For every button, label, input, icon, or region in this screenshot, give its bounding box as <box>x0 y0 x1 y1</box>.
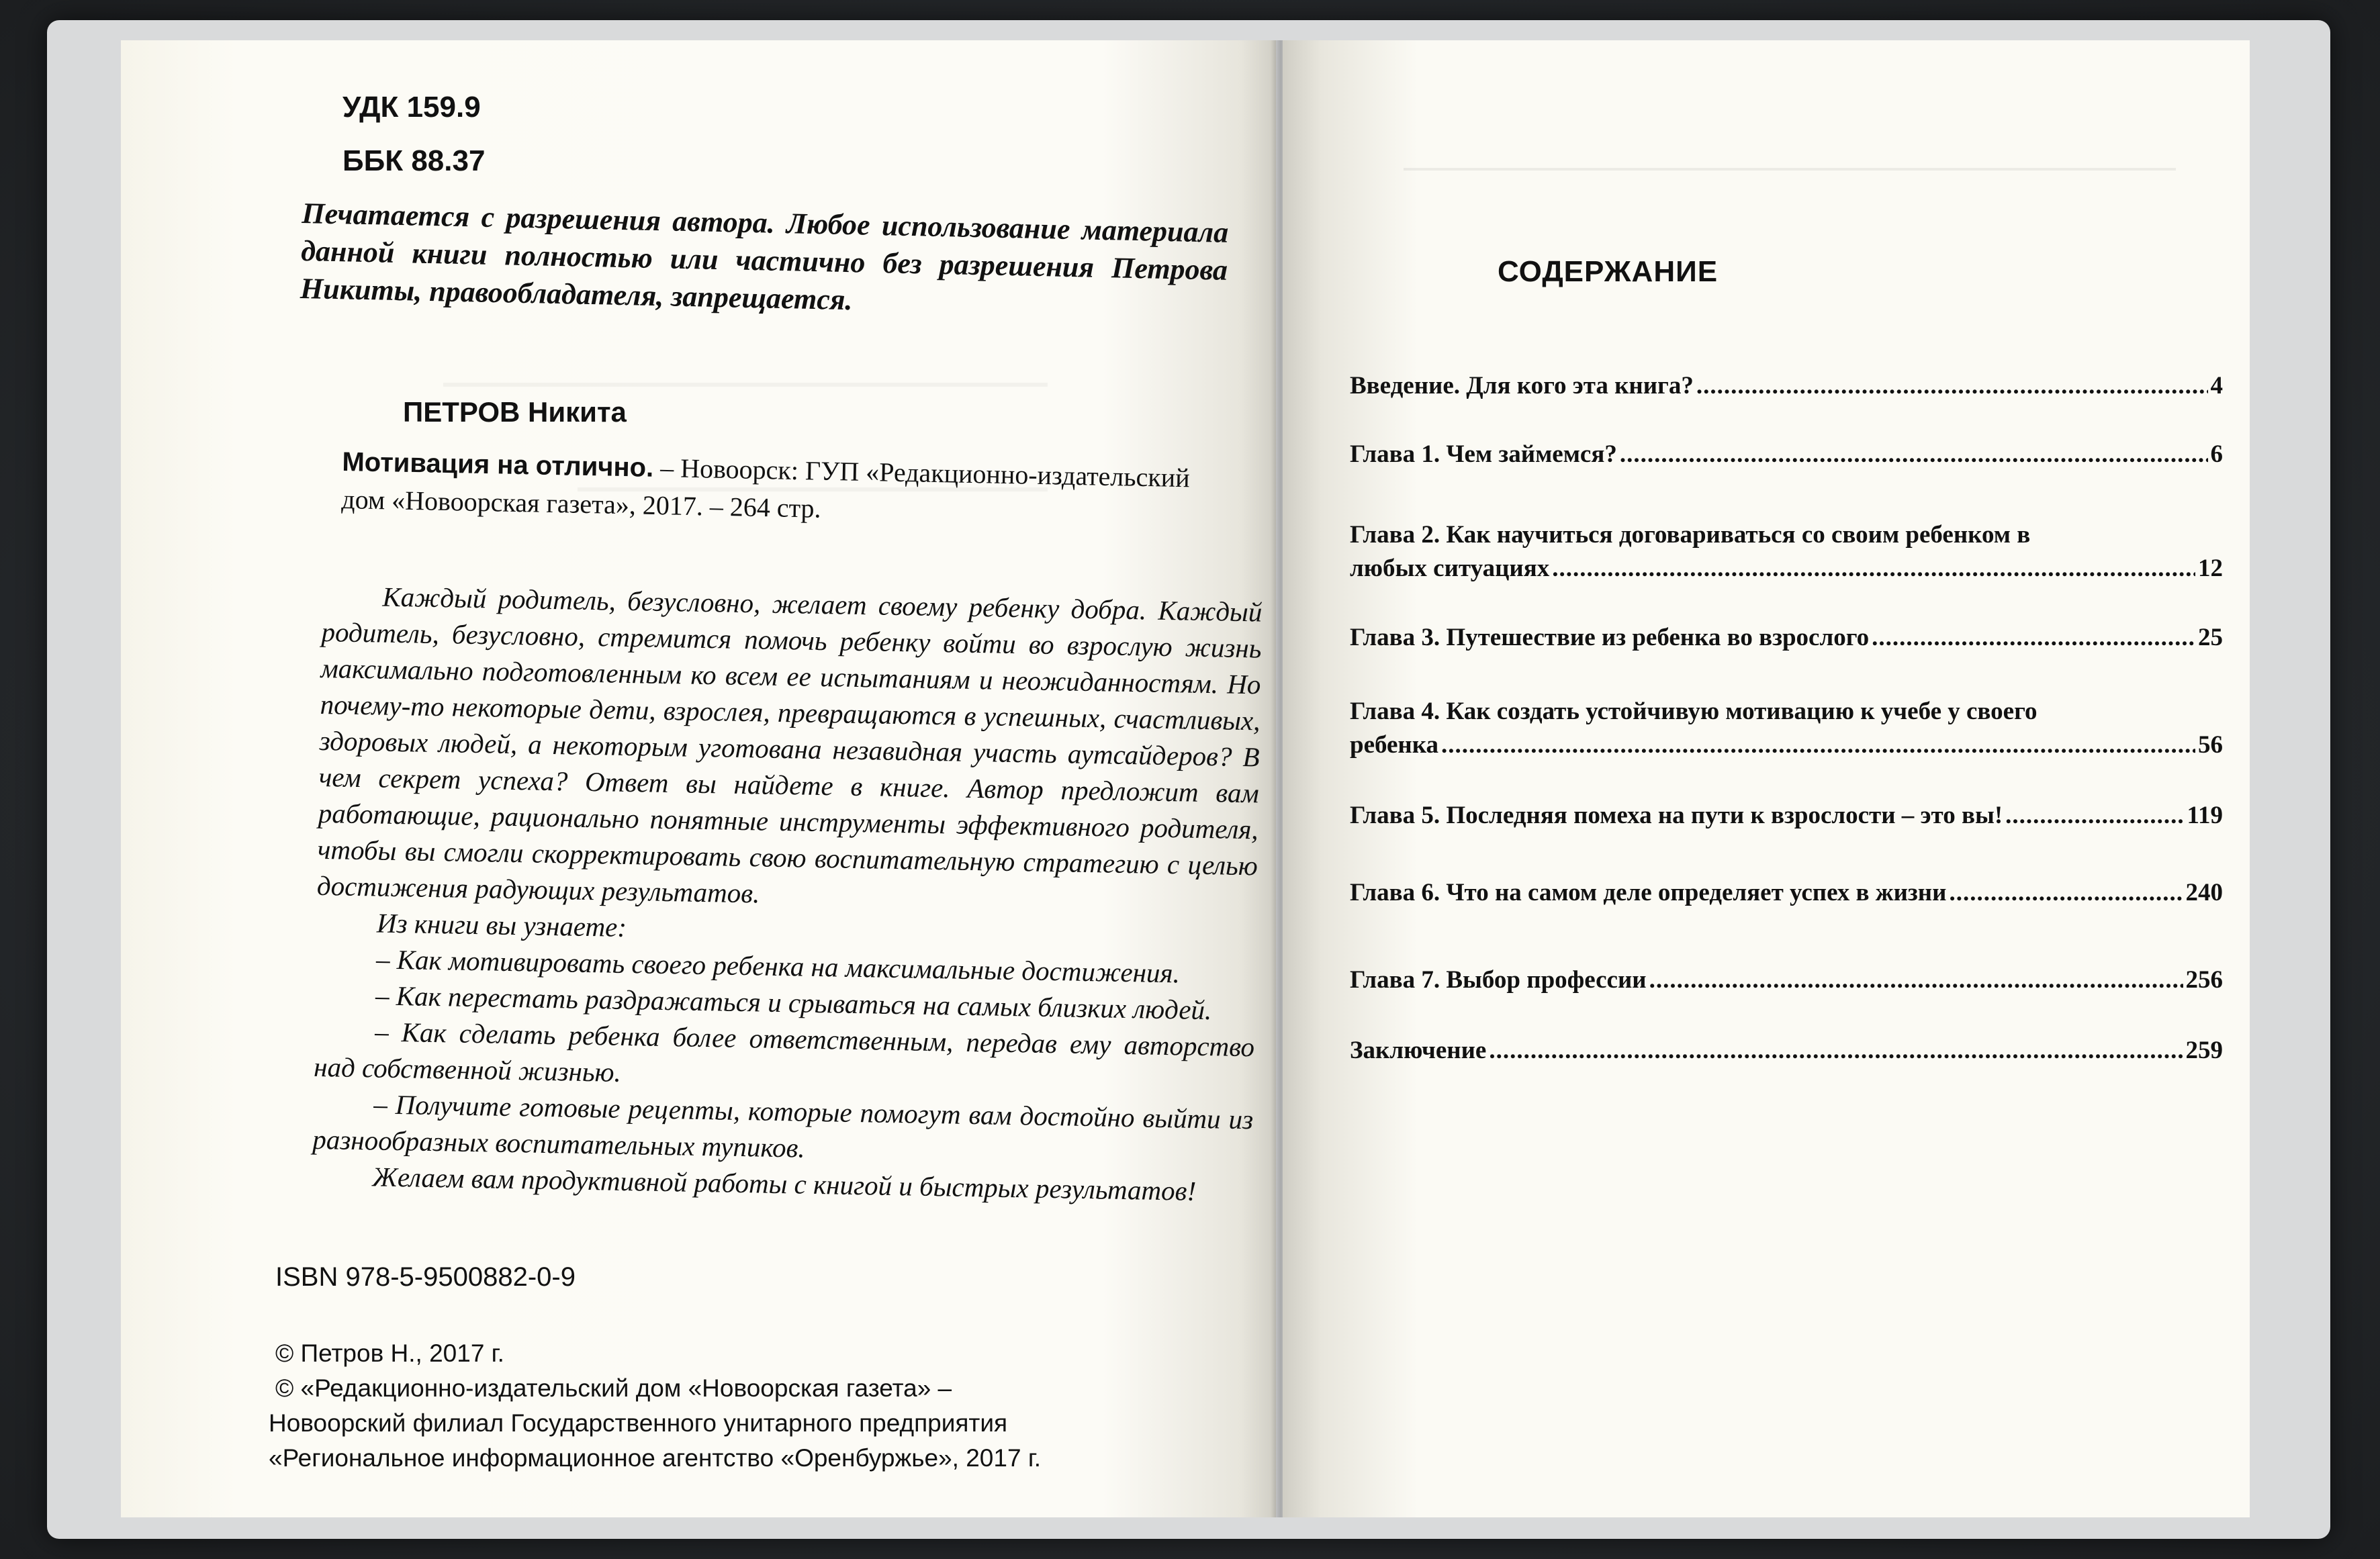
toc-entry-title: ребенка <box>1350 731 1439 759</box>
right-page <box>1283 40 2250 1517</box>
annotation-intro: Из книги вы узнаете: <box>376 907 627 943</box>
toc-entry[interactable] <box>1350 1034 2223 1068</box>
isbn: ISBN 978-5-9500882-0-9 <box>275 1262 576 1292</box>
toc-entry-page: 25 <box>2198 624 2223 651</box>
toc-entry[interactable] <box>1350 621 2223 655</box>
toc-entry-title: Заключение <box>1350 1037 1487 1064</box>
annotation <box>312 577 1263 1210</box>
book-title: Мотивация на отлично. <box>342 446 654 483</box>
toc-entry-page: 240 <box>2185 879 2223 906</box>
copyright-publisher-line: Новоорский филиал Государственного унитарного предприятия <box>269 1409 1008 1437</box>
toc-entry-title: Глава 1. Чем займемся? <box>1350 440 1617 468</box>
toc-entry-page: 56 <box>2198 731 2223 759</box>
toc-leader-dots <box>1620 438 2208 471</box>
toc-entry-page: 4 <box>2210 372 2223 399</box>
toc-leader-dots <box>1552 552 2195 585</box>
author-name: ПЕТРОВ Никита <box>403 396 627 428</box>
toc-leader-dots <box>1872 621 2195 655</box>
toc-entry-page: 12 <box>2198 555 2223 582</box>
toc-entry-title: Глава 6. Что на самом деле определяет успех в жизни <box>1350 879 1947 906</box>
toc-entry-title: Введение. Для кого эта книга? <box>1350 372 1694 399</box>
toc-entry-page: 119 <box>2187 802 2223 829</box>
copyright-notice: Печатается с разрешения автора. Любое использование материала данной книги полностью или частично без разрешения Петрова Никиты, правообладателя, запрещается. <box>300 196 1229 317</box>
toc-entry-page: 6 <box>2210 440 2223 468</box>
toc-entry-page: 259 <box>2185 1037 2223 1064</box>
toc-entry-title: Глава 7. Выбор профессии <box>1350 966 1647 994</box>
toc-entry[interactable] <box>1350 518 2223 585</box>
open-book <box>47 20 2330 1539</box>
classification-codes <box>342 81 485 188</box>
toc-entry-title: любых ситуациях <box>1350 555 1550 582</box>
udk-code: УДК 159.9 <box>342 91 481 124</box>
copyright-publisher-line: © «Редакционно-издательский дом «Новоорская газета» – <box>275 1374 952 1402</box>
toc-leader-dots <box>1649 963 2183 997</box>
copyright-block <box>269 1336 1209 1476</box>
annotation-item: – Как перестать раздражаться и срываться на самых близких людей. <box>375 980 1212 1026</box>
toc-entry-title: Глава 5. Последняя помеха на пути к взрослости – это вы! <box>1350 802 2003 829</box>
toc-entry-title-line: Глава 4. Как создать устойчивую мотивацию к учебе у своего <box>1350 698 2038 725</box>
annotation-item: – Получите готовые рецепты, которые помогут вам достойно выйти из разнообразных воспитательных тупиков. <box>312 1088 1254 1164</box>
left-page <box>121 40 1276 1517</box>
toc-leader-dots <box>1949 876 2183 910</box>
toc-leader-dots <box>1696 369 2208 403</box>
toc-entry[interactable] <box>1350 369 2223 403</box>
toc-leader-dots <box>2005 799 2184 833</box>
bbk-code: ББК 88.37 <box>342 144 486 177</box>
annotation-item: – Как сделать ребенка более ответственным, передав ему авторство над собственной жизнью. <box>313 1016 1255 1088</box>
toc-entry-title-line: Глава 2. Как научиться договариваться со своим ребенком в <box>1350 521 2031 549</box>
toc-leader-dots <box>1441 728 2195 762</box>
toc-entry-page: 256 <box>2185 966 2223 994</box>
toc-leader-dots <box>1489 1034 2183 1068</box>
toc-entry-title: Глава 3. Путешествие из ребенка во взрослого <box>1350 624 1870 651</box>
annotation-paragraph: Каждый родитель, безусловно, желает своему ребенку добра. Каждый родитель, безусловно, стремится помочь ребенку войти во взрослую жизнь максимально подготовленным ко всем ее испытаниям и неожиданностям. Но почему-то некоторые дети, взрослея, превращаются в успешных, счастливых, здоровых людей, а некоторым уготована незавидная участь аутсайдеров? В чем секрет успеха? Ответ вы найдете в книге. Автор предложит вам работающие, рационально понятные инструменты эффективного родителя, чтобы вы смогли скорректировать свою воспитательную стратегию с целью достижения радующих результатов. <box>316 581 1263 909</box>
annotation-closing: Желаем вам продуктивной работы с книгой и быстрых результатов! <box>372 1161 1197 1207</box>
toc-title: СОДЕРЖАНИЕ <box>1498 255 1719 288</box>
publication-details: – Новоорск: ГУП «Редакционно-издательский дом «Новоорская газета», 2017. – 264 стр. <box>340 452 1191 524</box>
toc-entry[interactable] <box>1350 963 2223 997</box>
toc-entry[interactable] <box>1350 438 2223 471</box>
bibliographic-record <box>341 443 1236 536</box>
toc-entry[interactable] <box>1350 799 2223 833</box>
toc-entry[interactable] <box>1350 695 2223 762</box>
toc-entry[interactable] <box>1350 876 2223 910</box>
annotation-item: – Как мотивировать своего ребенка на максимальные достижения. <box>375 943 1181 989</box>
copyright-publisher-line: «Региональное информационное агентство «Оренбуржье», 2017 г. <box>269 1444 1042 1472</box>
copyright-author: © Петров Н., 2017 г. <box>275 1339 504 1367</box>
